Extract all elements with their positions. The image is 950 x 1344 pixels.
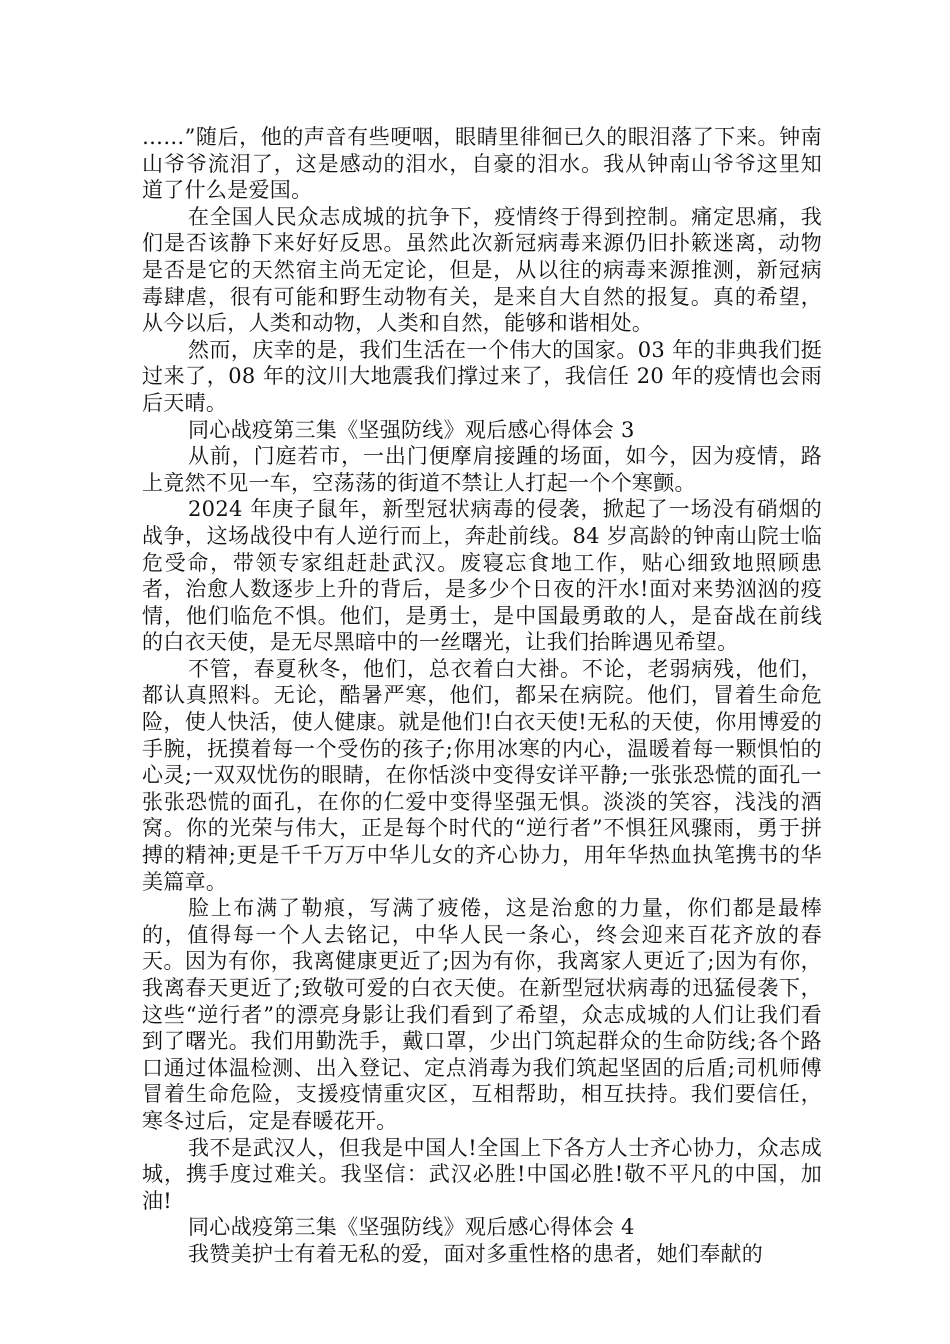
paragraph-healing-power: 脸上布满了勒痕，写满了疲倦，这是治愈的力量，你们都是最棒的，值得每一个人去铭记，中华人民一条心，终会迎来百花齐放的春天。因为有你，我离健康更近了;因为有你，我离家人更近了;因为有你，我离春天更近了;致敬可爱的白衣天使。在新型冠状病毒的迅猛侵袭下，这些“逆行者”的漂亮身影让我们看到了希望，众志成城的人们让我们看到了曙光。我们用勤洗手，戴口罩，少出门筑起群众的生命防线;各个路口通过体温检测、出入登记、定点消毒为我们筑起坚固的后盾;司机师傅冒着生命危险，支援疫情重灾区，互相帮助，相互扶持。我们要信任，寒冬过后，定是春暖花开。 [142,896,822,1133]
paragraph-wuhan-wins: 我不是武汉人，但我是中国人!全国上下各方人士齐心协力，众志成城，携手度过难关。我坚信：武汉必胜!中国必胜!敬不平凡的中国，加油! [142,1135,822,1213]
paragraph-fortunate: 然而，庆幸的是，我们生活在一个伟大的国家。03 年的非典我们挺过来了，08 年的汶川大地震我们撑过来了，我信任 20 年的疫情也会雨后天晴。 [142,337,822,415]
paragraph-reflection: 在全国人民众志成城的抗争下，疫情终于得到控制。痛定思痛，我们是否该静下来好好反思。虽然此次新冠病毒来源仍旧扑簌迷离，动物是否是它的天然宿主尚无定论，但是，从以往的病毒来源推测，新冠病毒肆虐，很有可能和野生动物有关，是来自大自然的报复。真的希望，从今以后，人类和动物，人类和自然，能够和谐相处。 [142,204,822,336]
paragraph-empty-streets: 从前，门庭若市，一出门便摩肩接踵的场面，如今，因为疫情，路上竟然不见一车，空荡荡的街道不禁让人打起一个个寒颤。 [142,444,822,495]
paragraph-white-angels: 不管，春夏秋冬，他们，总衣着白大褂。不论，老弱病残，他们，都认真照料。无论，酷暑严寒，他们，都呆在病院。他们，冒着生命危险，使人快活，使人健康。就是他们!白衣天使!无私的天使，你用博爱的手腕，抚摸着每一个受伤的孩子;你用冰寒的内心，温暖着每一颗惧怕的心灵;一双双忧伤的眼睛，在你恬淡中变得安详平静;一张张恐慌的面孔一张张恐慌的面孔，在你的仁爱中变得坚强无惧。淡淡的笑容，浅浅的酒窝。你的光荣与伟大，正是每个时代的“逆行者”不惧狂风骤雨，勇于拼搏的精神;更是千千万万中华儿女的齐心协力，用年华热血执笔携书的华美篇章。 [142,656,822,894]
paragraph-nurses: 我赞美护士有着无私的爱，面对多重性格的患者，她们奉献的 [188,1241,764,1266]
paragraph-zhong-nanshan: 2024 年庚子鼠年，新型冠状病毒的侵袭，掀起了一场没有硝烟的战争，这场战役中有人逆行而上，奔赴前线。84 岁高龄的钟南山院士临危受命，带领专家组赶赴武汉。废寝忘食地工作，贴心细致地照顾患者，治愈人数逐步上升的背后，是多少个日夜的汗水!面对来势汹汹的疫情，他们临危不惧。他们，是勇士，是中国最勇敢的人，是奋战在前线的白衣天使，是无尽黑暗中的一丝曙光，让我们抬眸遇见希望。 [142,497,822,655]
document-body [142,124,822,1268]
section-heading-4: 同心战疫第三集《坚强防线》观后感心得体会 4 [188,1215,635,1240]
paragraph-continuation: ……”随后，他的声音有些哽咽，眼睛里徘徊已久的眼泪落了下来。钟南山爷爷流泪了，这是感动的泪水，自豪的泪水。我从钟南山爷爷这里知道了什么是爱国。 [142,125,822,203]
section-heading-3: 同心战疫第三集《坚强防线》观后感心得体会 3 [188,417,635,442]
